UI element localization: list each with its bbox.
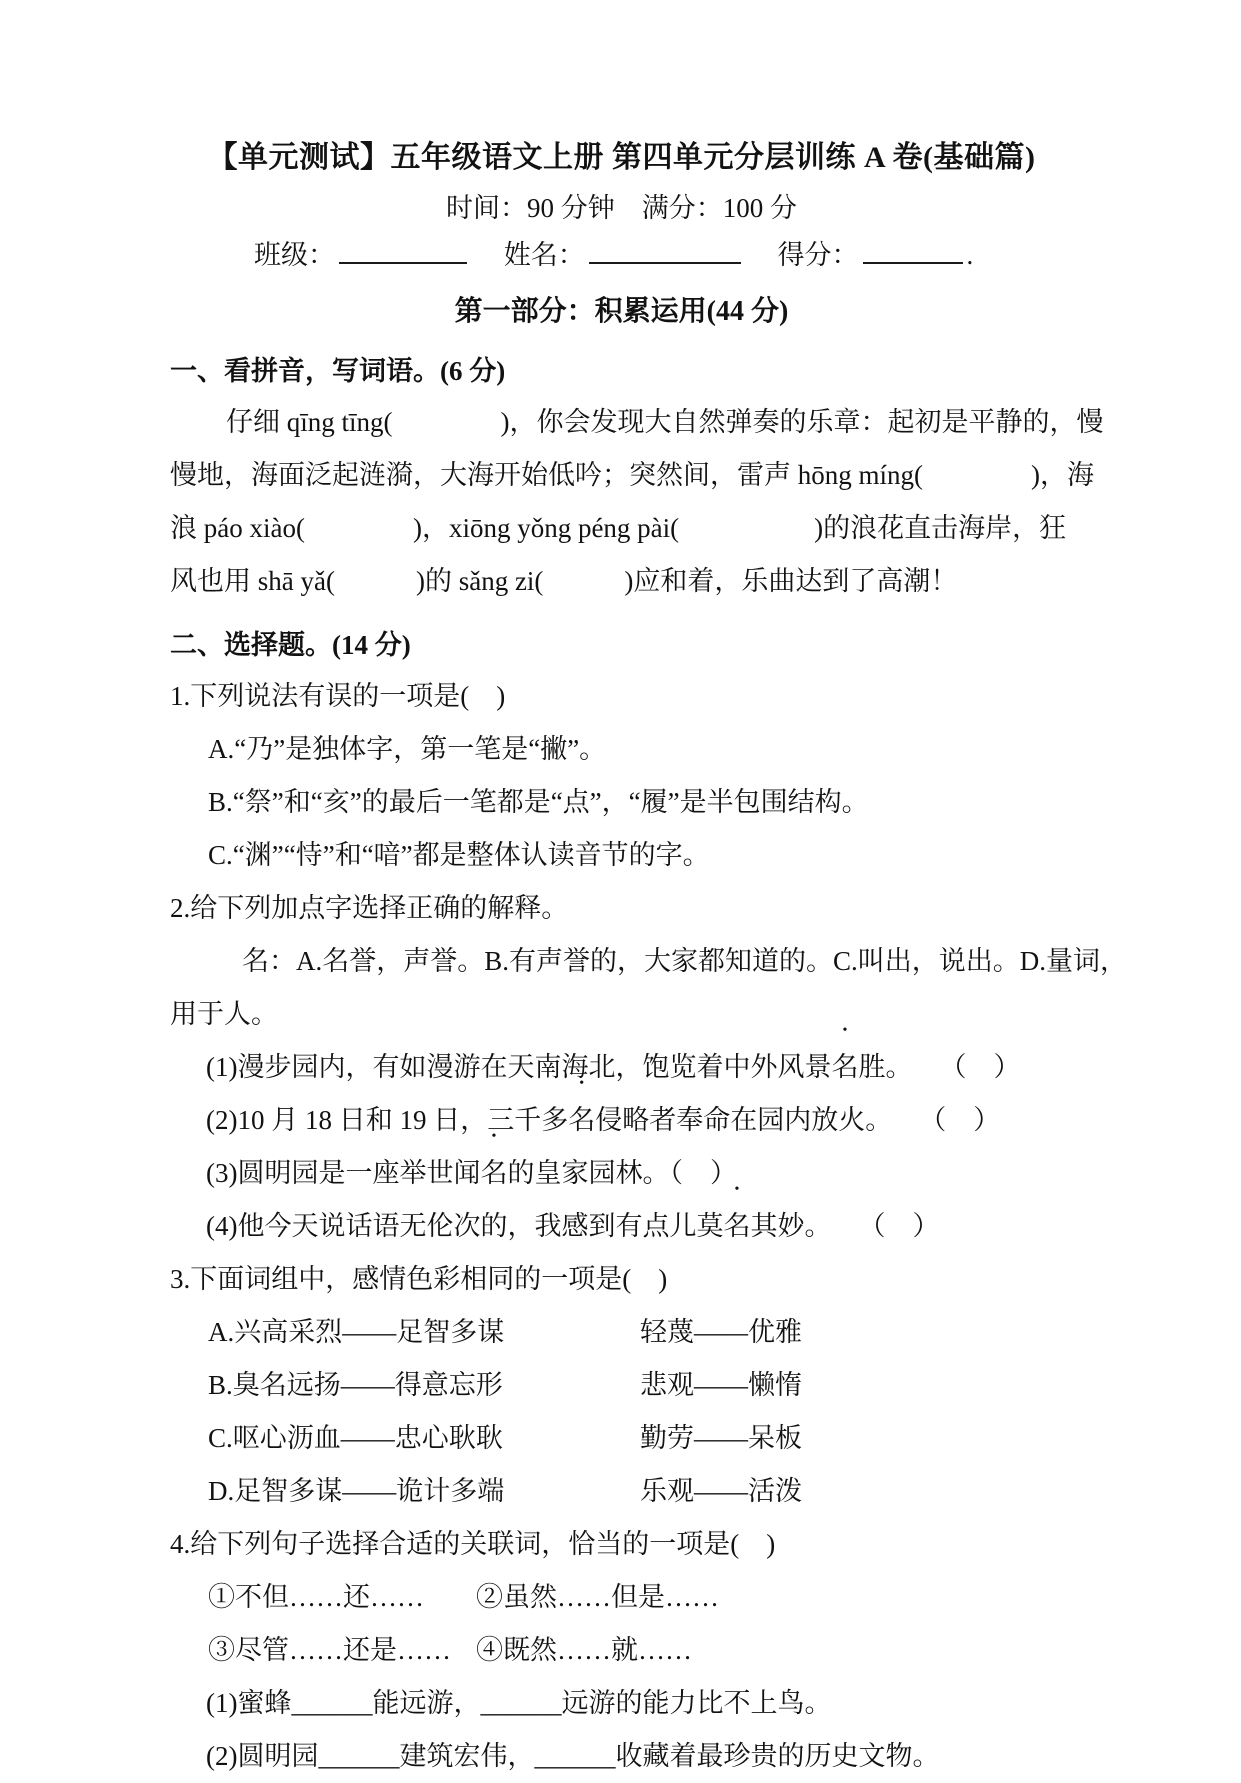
q2-definition-line: 名：A.名誉，声誉。B.有声誉的，大家都知道的。C.叫出，说出。D.量词， [242,946,1128,976]
section2-heading: 二、选择题。(14 分) [170,630,411,660]
emphasis-dot-char: 名 [568,1105,596,1135]
score-label: 得分： [777,240,859,270]
pinyin-paragraph-line: 仔细 qīng tīng( )，你会发现大自然弹奏的乐章：起初是平静的，慢 [226,407,1104,437]
q4-conj-2: ②虽然……但是…… [476,1582,719,1612]
q3-option-row-a [170,1306,1073,1359]
q4-conjunction-row-1 [170,1571,1073,1624]
q1-option-b: B.“祭”和“亥”的最后一笔都是“点”，“履”是半包围结构。 [208,787,869,817]
q2-item-4 [170,1200,1073,1253]
q3-option-row-d [170,1465,1073,1518]
student-info-line [254,234,1073,276]
q3-option-b-right: 悲观——懒惰 [640,1370,802,1400]
q2-definition-line: 用于人。 [170,999,278,1029]
q2-item-3-post: 的皇家园林。（ ） [507,1158,737,1188]
q1-stem: 1.下列说法有误的一项是( ) [170,681,506,711]
section1-heading: 一、看拼音，写词语。(6 分) [170,356,506,386]
pinyin-paragraph-line: 浪 páo xiào( )，xiōng yǒng péng pài( )的浪花直击海岸，狂 [170,513,1067,543]
q3-option-c-left: C.呕心沥血——忠心耿耿 [208,1423,503,1453]
q4-stem: 4.给下列句子选择合适的关联词，恰当的一项是( ) [170,1529,776,1559]
pinyin-paragraph-line: 风也用 shā yǎ( )的 sǎng zi( )应和着，乐曲达到了高潮！ [170,566,958,596]
q2-item-2-pre: (2)10 月 18 日和 19 日，三千多 [206,1105,569,1135]
q3-option-a-left: A.兴高采烈——足智多谋 [208,1317,505,1347]
class-blank [339,236,467,264]
score-blank [863,236,963,264]
q3-option-b-left: B.臭名远扬——得意忘形 [208,1370,503,1400]
score-suffix: . [966,240,974,270]
q4-conj-3: ③尽管……还是…… [208,1635,451,1665]
q2-item-1-pre: (1)漫步园内，有如漫游在天南海北，饱览着中外风景 [206,1052,832,1082]
q4-conjunction-row-2 [170,1624,1073,1677]
name-label: 姓名： [503,240,585,270]
q2-item-1-post: 胜。 （ ） [858,1052,1021,1082]
q3-option-d-left: D.足智多谋——诡计多端 [208,1476,505,1506]
score-field [778,240,974,270]
emphasis-dot-char: 名 [831,1052,859,1082]
pinyin-paragraph-line: 慢地，海面泛起涟漪，大海开始低吟；突然间，雷声 hōng míng( )，海 [170,460,1094,490]
q3-option-c-right: 勤劳——呆板 [640,1423,802,1453]
q2-item-2 [170,1094,1073,1147]
q3-option-d-right: 乐观——活泼 [640,1476,802,1506]
q2-stem: 2.给下列加点字选择正确的解释。 [170,893,569,923]
q2-item-3-pre: (3)圆明园是一座举世闻 [206,1158,481,1188]
q2-item-4-post: 其妙。 （ ） [750,1211,940,1241]
q3-option-a-right: 轻蔑——优雅 [640,1317,802,1347]
part1-heading: 第一部分：积累运用(44 分) [454,296,789,327]
q3-option-row-b [170,1359,1073,1412]
q4-fill-item-2: (2)圆明园______建筑宏伟，______收藏着最珍贵的历史文物。 [206,1741,940,1771]
name-field [504,240,745,270]
q3-option-row-c [170,1412,1073,1465]
q4-fill-item-1: (1)蜜蜂______能远游，______远游的能力比不上鸟。 [206,1688,832,1718]
q4-conj-1: ①不但……还…… [208,1582,424,1612]
class-field [254,240,471,270]
q2-item-1 [170,1041,1073,1094]
q3-stem: 3.下面词组中，感情色彩相同的一项是( ) [170,1264,668,1294]
class-label: 班级： [254,240,335,270]
emphasis-dot-char: 名 [723,1211,751,1241]
q1-option-a: A.“乃”是独体字，第一笔是“撇”。 [208,734,607,764]
name-blank [589,236,741,264]
q1-option-c: C.“渊”“恃”和“喑”都是整体认读音节的字。 [208,840,710,870]
q2-item-2-post: 侵略者奉命在园内放火。 （ ） [595,1105,1001,1135]
q4-conj-4: ④既然……就…… [476,1635,692,1665]
emphasis-dot-char: 名 [480,1158,508,1188]
doc-title: 【单元测试】五年级语文上册 第四单元分层训练 A 卷(基础篇) [207,141,1036,174]
time-score-line: 时间：90 分钟 满分：100 分 [446,193,797,223]
q2-item-4-pre: (4)他今天说话语无伦次的，我感到有点儿莫 [206,1211,724,1241]
q2-item-3 [170,1147,1073,1200]
